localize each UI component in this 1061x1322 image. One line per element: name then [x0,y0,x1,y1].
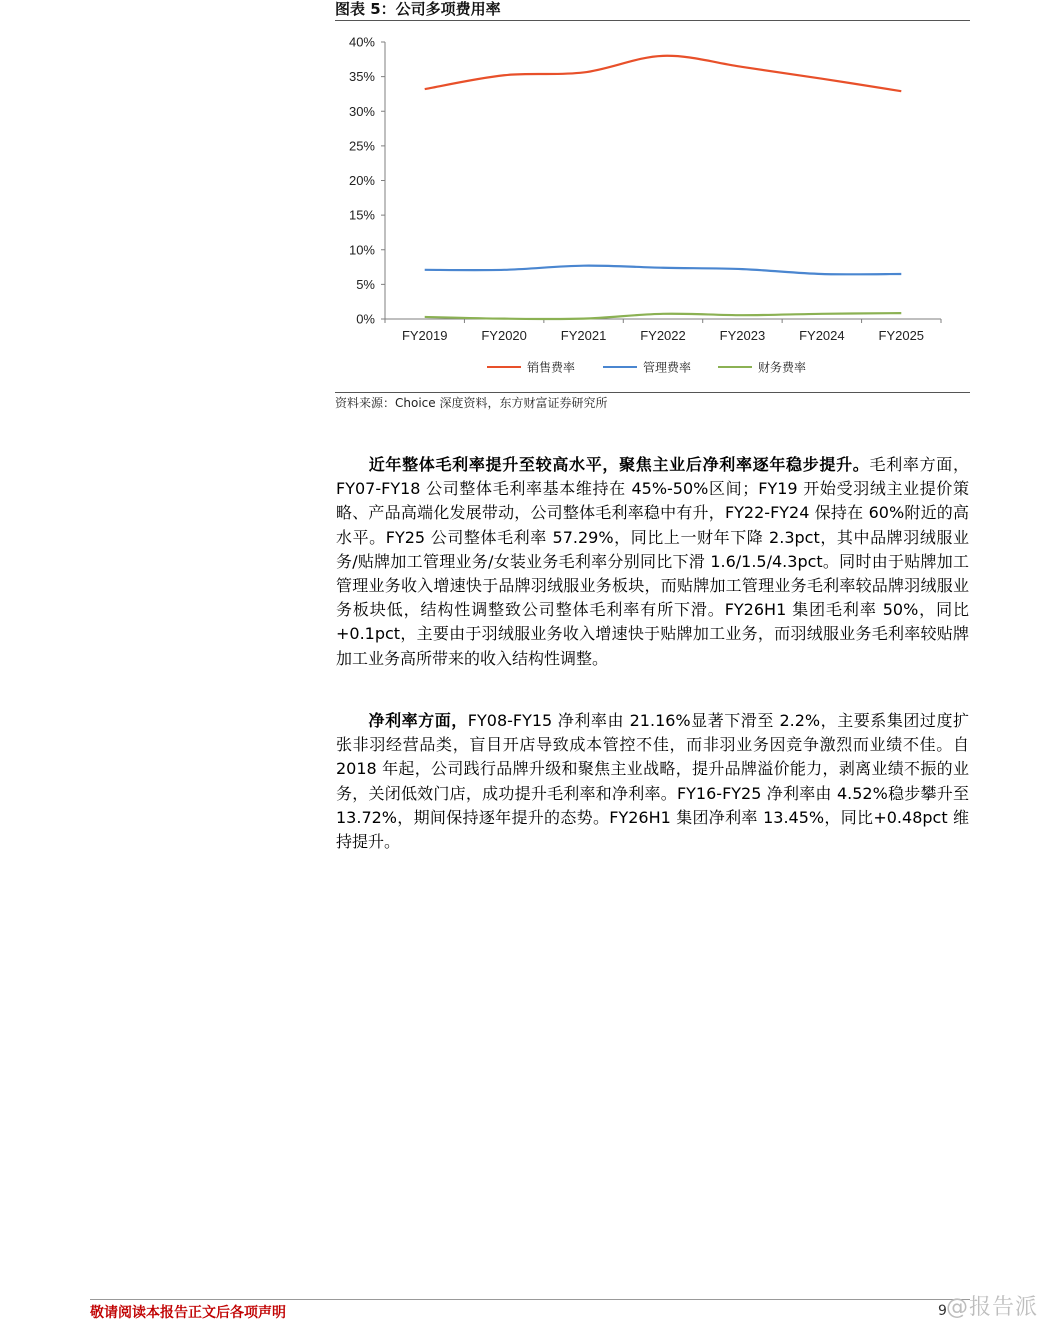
paragraph-net-margin [336,709,969,854]
page-number: 9 [938,1303,947,1319]
x-tick-label: FY2022 [640,328,686,343]
y-tick-label: 35% [348,69,375,85]
footer-disclaimer[interactable]: 敬请阅读本报告正文后各项声明 [90,1305,286,1321]
paragraph-text: FY08-FY15 净利率由 21.16%显著下滑至 2.2%，主要系集团过度扩张非羽经营品类，盲目开店导致成本管控不佳，而非羽业务因竞争激烈而业绩不佳。自 2018 年起，公司践行品牌升级和聚焦主业战略，提升品牌溢价能力，剥离业绩不振的业务，关闭低效门店，成功提升毛利率和净利率。FY16-FY25 净利率由 4.52%稳步攀升至 13.72%，期间保持逐年提升的态势。FY26H1 集团净利率 13.45%，同比+0.48pct 维持提升。 [336,711,969,852]
figure-bottom-rule [335,392,970,393]
paragraph-lead: 近年整体毛利率提升至较高水平，聚焦主业后净利率逐年稳步提升。 [368,455,870,474]
series-line-1 [425,56,902,91]
y-tick-label: 15% [348,207,375,223]
series-line-3 [425,313,902,319]
paragraph-lead: 净利率方面， [368,711,468,730]
paragraph-text: 毛利率方面，FY07-FY18 公司整体毛利率基本维持在 45%-50%区间；FY19 开始受羽绒主业提价策略、产品高端化发展带动，公司整体毛利率稳中有升，FY22-FY24 保持在 60%附近的高水平。FY25 公司整体毛利率 57.29%，同比上一财年下降 2.3pct，其中品牌羽绒服业务/贴牌加工管理业务/女装业务毛利率分别同比下滑 1.6/1.5/4.3pct。同时由于贴牌加工管理业务收入增速快于品牌羽绒服业务板块，而贴牌加工管理业务毛利率较品牌羽绒服业务板块低，结构性调整致公司整体毛利率有所下滑。FY26H1 集团毛利率 50%，同比+0.1pct，主要由于羽绒服业务收入增速快于贴牌加工业务，而羽绒服业务毛利率较贴牌加工业务高所带来的收入结构性调整。 [336,455,969,668]
figure-title: 图表 5：公司多项费用率 [335,0,501,18]
figure-top-rule [335,20,970,21]
legend-label: 财务费率 [758,360,807,375]
y-tick-label: 30% [348,103,375,119]
y-tick-label: 40% [348,34,375,50]
y-tick-label: 0% [356,311,375,327]
x-tick-label: FY2025 [878,328,925,343]
y-tick-label: 20% [348,173,375,188]
x-tick-label: FY2021 [560,328,607,343]
chart-series-lines [425,56,902,319]
legend-label: 销售费率 [527,360,576,375]
x-tick-label: FY2019 [401,328,448,343]
series-line-2 [425,266,902,275]
x-tick-label: FY2023 [719,328,766,343]
footer-rule [90,1299,970,1300]
paragraph-margin [336,453,969,671]
chart-legend [487,360,806,375]
x-tick-label: FY2020 [481,328,527,343]
y-tick-label: 10% [348,242,375,258]
expense-ratio-chart [335,22,970,390]
chart-axes [349,35,941,344]
legend-label: 管理费率 [643,360,692,375]
watermark: @报告派 [946,1295,1039,1320]
y-tick-label: 25% [348,138,375,154]
x-tick-label: FY2024 [799,328,845,343]
figure-source: 资料来源：Choice 深度资料，东方财富证券研究所 [335,396,608,410]
y-tick-label: 5% [356,276,375,292]
